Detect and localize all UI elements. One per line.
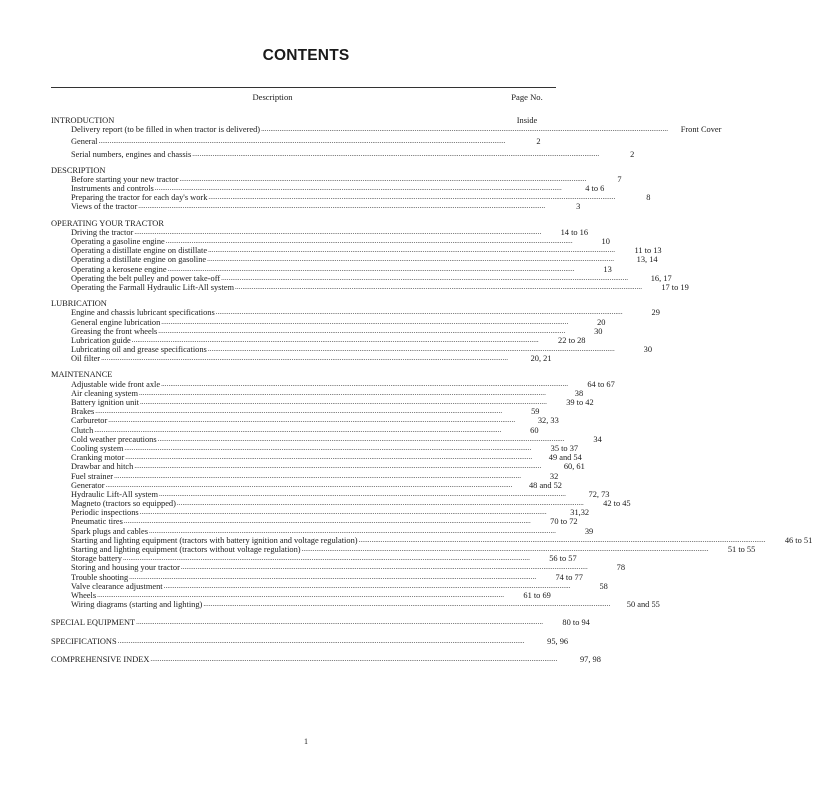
- toc-entry-label: SPECIAL EQUIPMENT: [51, 618, 136, 628]
- toc-entry-page: 56 to 57: [549, 554, 577, 564]
- toc-entry-label: DESCRIPTION: [51, 165, 106, 175]
- toc-entry: [51, 398, 594, 408]
- toc-entry-page: 51 to 55: [727, 545, 756, 555]
- toc-entry-label: Before starting your new tractor: [71, 174, 179, 184]
- toc-entry-label: Clutch: [71, 425, 94, 435]
- section-heading-description: [51, 166, 558, 175]
- toc-entry-label: INTRODUCTION: [51, 115, 115, 125]
- section-heading-single: [51, 618, 590, 628]
- toc-entry-label: Operating a distillate engine on gasoline: [71, 255, 207, 265]
- dot-leader: ............................................................................................................................................................................................................................: [215, 308, 623, 317]
- toc-entry-label: Engine and chassis lubricant specifications: [71, 308, 215, 318]
- toc-entry-label: Instruments and controls: [71, 184, 154, 194]
- toc-entry: [51, 591, 558, 600]
- toc-entry: [51, 202, 581, 212]
- section-gap: [51, 292, 558, 299]
- dot-leader: ............................................................................................................................................................................................................................: [138, 202, 546, 211]
- toc-entry-page: 32, 33: [537, 416, 559, 426]
- dot-leader: ............................................................................................................................................................................................................................: [138, 388, 546, 397]
- toc-entry-page: 39 to 42: [566, 398, 594, 408]
- dot-leader: ............................................................................................................................................................................................................................: [207, 255, 615, 264]
- toc-entry-page: 13: [603, 264, 612, 274]
- toc-entry-page: 29: [651, 308, 660, 318]
- dot-leader: ............................................................................................................................................................................................................................: [117, 636, 525, 645]
- toc-entry-label: Brakes: [71, 407, 95, 417]
- toc-entry-page: 31,32: [570, 508, 590, 518]
- toc-entry-label: Trouble shooting: [71, 572, 129, 582]
- toc-entry: [51, 563, 626, 573]
- dot-leader: ............................................................................................................................................................................................................................: [207, 345, 615, 354]
- dot-leader: ............................................................................................................................................................................................................................: [134, 227, 542, 236]
- toc-entry-label: COMPREHENSIVE INDEX: [51, 654, 150, 664]
- toc-entry-label: Hydraulic Lift-All system: [71, 489, 158, 499]
- toc-entry-label: General: [71, 137, 98, 147]
- toc-entry-label: Driving the tractor: [71, 227, 134, 237]
- toc-entry-page: Front Cover: [680, 125, 722, 135]
- dot-leader: ............................................................................................................................................................................................................................: [114, 471, 522, 480]
- section-heading-maintenance: [51, 371, 558, 380]
- section-heading-introduction: [51, 116, 558, 125]
- toc-entry-page: 30: [643, 345, 652, 355]
- dot-leader: ............................................................................................................................................................................................................................: [157, 434, 565, 443]
- toc-entry-page: 11 to 13: [634, 246, 662, 256]
- toc-entry-label: General engine lubrication: [71, 317, 161, 327]
- toc-entry-page: 17 to 19: [661, 282, 689, 292]
- dot-leader: ............................................................................................................................................................................................................................: [139, 508, 547, 517]
- toc-entry-page: 14 to 16: [560, 227, 589, 237]
- dot-leader: ............................................................................................................................................................................................................................: [123, 517, 531, 526]
- toc-entry: [51, 354, 558, 363]
- toc-entry-label: Starting and lighting equipment (tractors without voltage regulation): [71, 545, 301, 555]
- toc-entry-label: OPERATING YOUR TRACTOR: [51, 218, 164, 228]
- toc-entry: [51, 517, 578, 527]
- toc-entry: [51, 434, 602, 444]
- toc-entry-label: Carburetor: [71, 416, 108, 426]
- dot-leader: ............................................................................................................................................................................................................................: [158, 326, 566, 335]
- toc-entry-page: 60: [530, 425, 539, 435]
- dot-leader: ............................................................................................................................................................................................................................: [125, 453, 533, 462]
- toc-entry-label: Pneumatic tires: [71, 517, 123, 527]
- toc-entry-label: Greasing the front wheels: [71, 326, 158, 336]
- toc-entry: [51, 193, 651, 203]
- dot-leader: ............................................................................................................................................................................................................................: [163, 581, 571, 590]
- dot-leader: ............................................................................................................................................................................................................................: [221, 273, 629, 282]
- toc-entry-page: 4 to 6: [585, 184, 605, 194]
- toc-entry: [51, 462, 585, 472]
- toc-entry-label: Battery ignition unit: [71, 398, 139, 408]
- toc-entry-page: 74 to 77: [555, 572, 583, 582]
- toc-entry-label: Fuel strainer: [71, 471, 114, 481]
- toc-entry-label: Delivery report (to be filled in when tractor is delivered): [71, 125, 261, 135]
- toc-entry: [51, 472, 558, 481]
- table-of-contents: [51, 115, 813, 664]
- toc-entry: [51, 125, 722, 135]
- section-gap: [51, 646, 558, 655]
- toc-entry-page: 16, 17: [650, 273, 672, 283]
- toc-entry-label: Lubricating oil and grease specifications: [71, 345, 207, 355]
- dot-leader: ............................................................................................................................................................................................................................: [150, 654, 558, 663]
- toc-entry-page: 10: [601, 237, 610, 247]
- toc-entry: [51, 554, 577, 564]
- dot-leader: ............................................................................................................................................................................................................................: [98, 137, 506, 146]
- dot-leader: ............................................................................................................................................................................................................................: [97, 590, 505, 599]
- toc-entry: [51, 227, 589, 237]
- toc-entry-label: Valve clearance adjustment: [71, 581, 163, 591]
- toc-entry-page: 35 to 37: [550, 443, 579, 453]
- toc-entry-page: 59: [531, 407, 540, 417]
- toc-entry: [51, 308, 660, 318]
- toc-entry-page: 38: [574, 388, 584, 398]
- toc-entry: [51, 174, 622, 184]
- toc-entry: [51, 246, 662, 256]
- page-title: CONTENTS: [262, 47, 350, 64]
- toc-entry: [51, 282, 689, 292]
- toc-entry: [51, 379, 615, 389]
- toc-entry: [51, 335, 586, 345]
- toc-entry-page: 95, 96: [547, 636, 569, 646]
- toc-entry-label: Drawbar and hitch: [71, 462, 134, 472]
- dot-leader: ............................................................................................................................................................................................................................: [167, 264, 575, 273]
- toc-entry: [51, 443, 579, 453]
- toc-entry-page: 78: [616, 563, 626, 573]
- toc-entry: [51, 480, 562, 490]
- toc-entry-label: Periodic inspections: [71, 508, 139, 518]
- dot-leader: ............................................................................................................................................................................................................................: [134, 462, 542, 471]
- toc-entry-label: Generator: [71, 480, 105, 490]
- dot-leader: ............................................................................................................................................................................................................................: [108, 416, 516, 425]
- dot-leader: ............................................................................................................................................................................................................................: [149, 526, 556, 535]
- toc-entry: [51, 184, 605, 194]
- toc-entry-label: Preparing the tractor for each day's work: [71, 193, 208, 203]
- dot-leader: ............................................................................................................................................................................................................................: [136, 618, 544, 627]
- dot-leader: ............................................................................................................................................................................................................................: [358, 535, 766, 544]
- dot-leader: ............................................................................................................................................................................................................................: [101, 354, 509, 363]
- toc-entry: [51, 416, 558, 425]
- toc-entry-label: Cranking motor: [71, 453, 125, 463]
- header-rule: [51, 87, 556, 88]
- section-heading-lubrication: [51, 299, 558, 308]
- toc-entry-label: Wheels: [71, 590, 97, 600]
- toc-entry-page: 20: [597, 317, 606, 327]
- toc-entry-page: 64 to 67: [587, 379, 615, 389]
- toc-entry-label: Wiring diagrams (starting and lighting): [71, 600, 203, 610]
- toc-entry-page: 20, 21: [530, 354, 552, 364]
- toc-entry-page: 49 and 54: [548, 453, 582, 463]
- dot-leader: ............................................................................................................................................................................................................................: [165, 237, 573, 246]
- dot-leader: ............................................................................................................................................................................................................................: [105, 480, 513, 489]
- toc-entry-page: 30: [594, 326, 603, 336]
- dot-leader: ............................................................................................................................................................................................................................: [192, 149, 600, 158]
- toc-entry-label: Cold weather precautions: [71, 434, 157, 444]
- dot-leader: ............................................................................................................................................................................................................................: [180, 563, 588, 572]
- toc-entry-page: 72, 73: [588, 489, 610, 499]
- toc-entry-page: 7: [617, 174, 622, 184]
- toc-entry-label: Operating a gasoline engine: [71, 237, 165, 247]
- toc-entry-label: Storage battery: [71, 554, 122, 564]
- toc-entry: [51, 508, 590, 518]
- section-gap: [51, 364, 558, 371]
- toc-entry: [51, 264, 612, 274]
- toc-entry-page: 97, 98: [579, 654, 601, 664]
- dot-leader: ............................................................................................................................................................................................................................: [161, 317, 569, 326]
- toc-entry-label: Storing and housing your tractor: [71, 563, 180, 573]
- toc-entry: [51, 545, 756, 555]
- dot-leader: ............................................................................................................................................................................................................................: [208, 193, 616, 202]
- toc-entry-page: 46 to 51: [784, 535, 813, 545]
- toc-entry-label: MAINTENANCE: [51, 370, 113, 380]
- toc-entry-label: Operating a distillate engine on distillate: [71, 246, 208, 256]
- dot-leader: ............................................................................................................................................................................................................................: [176, 499, 584, 508]
- dot-leader: ............................................................................................................................................................................................................................: [124, 443, 532, 452]
- toc-entry: [51, 149, 635, 159]
- column-header-page: Page No.: [511, 92, 543, 102]
- toc-entry-page: 80 to 94: [562, 618, 590, 628]
- toc-entry-label: Oil filter: [71, 354, 101, 364]
- toc-entry: [51, 388, 584, 398]
- toc-entry-label: SPECIFICATIONS: [51, 636, 117, 646]
- toc-entry-label: Lubrication guide: [71, 335, 131, 345]
- toc-entry: [51, 326, 603, 336]
- toc-entry: [51, 317, 606, 327]
- toc-entry-label: LUBRICATION: [51, 299, 107, 309]
- section-heading-single: [51, 654, 601, 664]
- toc-entry: [51, 526, 594, 536]
- toc-entry-page: 48 and 52: [528, 480, 562, 490]
- toc-entry: [51, 273, 672, 283]
- toc-entry-label: Views of the tractor: [71, 202, 138, 212]
- toc-entry: [51, 255, 658, 265]
- toc-entry: [51, 137, 558, 146]
- toc-entry-page: Inside: [516, 115, 538, 125]
- toc-entry-page: 50 and 55: [626, 600, 660, 610]
- toc-entry-label: Spark plugs and cables: [71, 526, 148, 536]
- toc-entry-page: 32: [549, 471, 559, 481]
- dot-leader: ............................................................................................................................................................................................................................: [139, 398, 547, 407]
- dot-leader: ............................................................................................................................................................................................................................: [154, 184, 562, 193]
- toc-entry: [51, 600, 660, 610]
- toc-entry: [51, 535, 813, 545]
- toc-entry-page: 70 to 72: [550, 517, 578, 527]
- toc-entry-label: Operating the Farmall Hydraulic Lift-All system: [71, 282, 235, 292]
- dot-leader: ............................................................................................................................................................................................................................: [159, 489, 566, 498]
- section-gap: [51, 628, 558, 637]
- toc-entry: [51, 345, 652, 355]
- toc-entry-label: Starting and lighting equipment (tractors with battery ignition and voltage regulation): [71, 535, 358, 545]
- dot-leader: ............................................................................................................................................................................................................................: [161, 379, 569, 388]
- toc-entry: [51, 581, 608, 591]
- toc-entry-label: Magneto (tractors so equipped): [71, 499, 176, 509]
- section-gap: [51, 159, 558, 166]
- toc-entry-page: 42 to 45: [603, 499, 631, 509]
- toc-entry-page: 2: [536, 137, 541, 147]
- toc-entry-page: 58: [599, 581, 608, 591]
- dot-leader: ............................................................................................................................................................................................................................: [131, 335, 539, 344]
- toc-entry-page: 2: [630, 149, 635, 159]
- toc-entry: [51, 237, 610, 247]
- toc-entry-page: 13, 14: [636, 255, 658, 265]
- column-header-description: Description: [252, 92, 293, 102]
- dot-leader: ............................................................................................................................................................................................................................: [203, 600, 611, 609]
- page-number: 1: [304, 737, 308, 746]
- toc-entry-page: 34: [593, 434, 602, 444]
- toc-entry: [51, 489, 610, 499]
- toc-entry-label: Air cleaning system: [71, 388, 138, 398]
- toc-entry: [51, 499, 631, 509]
- section-heading-single: [51, 636, 569, 646]
- section-gap: [51, 609, 558, 618]
- toc-entry: [51, 453, 582, 463]
- dot-leader: ............................................................................................................................................................................................................................: [301, 545, 709, 554]
- toc-entry-label: Operating the belt pulley and power take-off: [71, 273, 221, 283]
- toc-entry: [51, 426, 558, 435]
- toc-entry-page: 39: [584, 526, 594, 536]
- toc-entry-page: 8: [646, 193, 651, 203]
- toc-entry-page: 3: [576, 202, 581, 212]
- dot-leader: ............................................................................................................................................................................................................................: [122, 554, 530, 563]
- dot-leader: ............................................................................................................................................................................................................................: [95, 407, 503, 416]
- toc-entry-page: 22 to 28: [558, 335, 586, 345]
- toc-entry-page: 61 to 69: [523, 590, 551, 600]
- dot-leader: ............................................................................................................................................................................................................................: [235, 282, 643, 291]
- toc-entry: [51, 572, 583, 582]
- dot-leader: ............................................................................................................................................................................................................................: [129, 572, 537, 581]
- toc-entry-label: Cooling system: [71, 443, 124, 453]
- dot-leader: ............................................................................................................................................................................................................................: [208, 246, 616, 255]
- toc-entry-label: Serial numbers, engines and chassis: [71, 149, 192, 159]
- dot-leader: ............................................................................................................................................................................................................................: [179, 174, 587, 183]
- toc-entry-label: Operating a kerosene engine: [71, 264, 167, 274]
- section-heading-operating: [51, 219, 558, 228]
- section-gap: [51, 212, 558, 219]
- toc-entry-label: Adjustable wide front axle: [71, 379, 161, 389]
- dot-leader: ............................................................................................................................................................................................................................: [261, 125, 669, 134]
- toc-entry-page: 60, 61: [563, 462, 585, 472]
- toc-entry: [51, 407, 558, 416]
- dot-leader: ............................................................................................................................................................................................................................: [94, 425, 502, 434]
